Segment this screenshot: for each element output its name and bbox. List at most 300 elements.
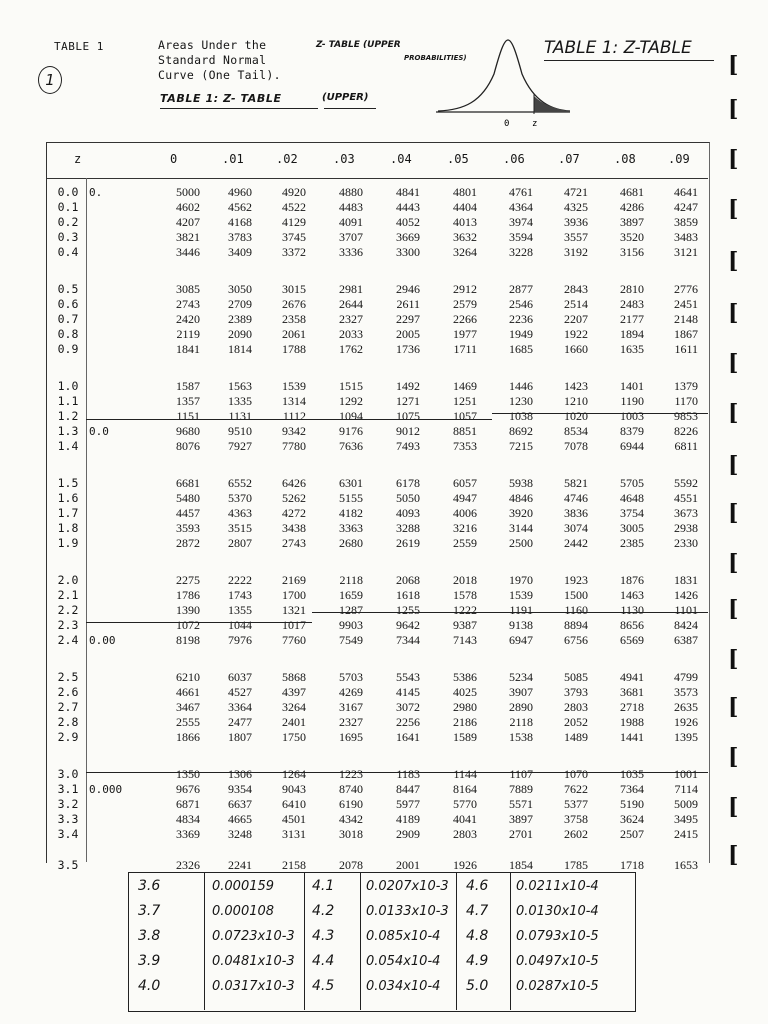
table-label: TABLE 1	[54, 40, 104, 53]
probability-cell: 8226	[674, 424, 698, 438]
probability-cell: 9642	[396, 618, 420, 632]
probability-cell: 3074	[564, 521, 588, 535]
probability-cell: 2326	[176, 858, 200, 872]
probability-cell: 3438	[282, 521, 306, 535]
column-header: .01	[222, 152, 244, 166]
handwritten-z: 4.4	[312, 953, 335, 969]
probability-cell: 2980	[453, 700, 477, 714]
probability-cell: 1112	[282, 409, 306, 423]
probability-cell: 8424	[674, 618, 698, 632]
probability-cell: 1469	[453, 379, 477, 393]
probability-cell: 3264	[453, 245, 477, 259]
probability-cell: 7364	[620, 782, 644, 796]
probability-cell: 1190	[620, 394, 644, 408]
z-value: 1.2	[57, 409, 79, 423]
probability-cell: 2743	[282, 536, 306, 550]
probability-cell: 2420	[176, 312, 200, 326]
probability-cell: 1515	[339, 379, 363, 393]
probability-cell: 1618	[396, 588, 420, 602]
probability-cell: 3192	[564, 245, 588, 259]
upper-underline	[324, 108, 376, 109]
probability-cell: 2718	[620, 700, 644, 714]
probability-cell: 2052	[564, 715, 588, 729]
probability-cell: 2442	[564, 536, 588, 550]
probability-cell: 3624	[620, 812, 644, 826]
probability-cell: 1949	[509, 327, 533, 341]
probability-cell: 3515	[228, 521, 252, 535]
binder-mark: [	[728, 96, 739, 122]
probability-cell: 1539	[282, 379, 306, 393]
description-line: Areas Under the	[158, 38, 267, 52]
handwritten-col-sep	[360, 872, 361, 1010]
probability-cell: 2118	[509, 715, 533, 729]
probability-cell: 5868	[282, 670, 306, 684]
probability-cell: 2872	[176, 536, 200, 550]
probability-cell: 1070	[564, 767, 588, 781]
probability-cell: 3483	[674, 230, 698, 244]
probability-cell: 4269	[339, 685, 363, 699]
probability-cell: 1788	[282, 342, 306, 356]
handwritten-probability: 0.000108	[212, 904, 275, 919]
probability-cell: 1094	[339, 409, 363, 423]
probability-cell: 1130	[620, 603, 644, 617]
probability-cell: 2810	[620, 282, 644, 296]
probability-cell: 2676	[282, 297, 306, 311]
probability-cell: 5938	[509, 476, 533, 490]
probability-cell: 1151	[176, 409, 200, 423]
z-value: 2.3	[57, 618, 79, 632]
probability-cell: 7353	[453, 439, 477, 453]
probability-cell: 2602	[564, 827, 588, 841]
probability-cell: 2005	[396, 327, 420, 341]
probability-cell: 1653	[674, 858, 698, 872]
z-value: 3.5	[57, 858, 79, 872]
probability-cell: 1271	[396, 394, 420, 408]
probability-cell: 3446	[176, 245, 200, 259]
probability-cell: 1144	[453, 767, 477, 781]
probability-cell: 3783	[228, 230, 252, 244]
handwritten-probability: 0.0793x10-5	[516, 929, 599, 944]
probability-cell: 1685	[509, 342, 533, 356]
probability-cell: 1057	[453, 409, 477, 423]
probability-cell: 5821	[564, 476, 588, 490]
probability-cell: 1611	[674, 342, 698, 356]
probability-cell: 6410	[282, 797, 306, 811]
probability-cell: 8894	[564, 618, 588, 632]
handwritten-probability: 0.0130x10-4	[516, 904, 599, 919]
probability-cell: 1867	[674, 327, 698, 341]
probability-cell: 7760	[282, 633, 306, 647]
probability-cell: 4129	[282, 215, 306, 229]
probability-cell: 5155	[339, 491, 363, 505]
probability-cell: 7493	[396, 439, 420, 453]
probability-cell: 2177	[620, 312, 644, 326]
probability-cell: 4342	[339, 812, 363, 826]
probability-cell: 2803	[453, 827, 477, 841]
probability-cell: 3005	[620, 521, 644, 535]
z-value: 1.8	[57, 521, 79, 535]
binder-mark: [	[728, 300, 739, 326]
probability-cell: 1841	[176, 342, 200, 356]
probability-cell: 5703	[339, 670, 363, 684]
probability-cell: 9043	[282, 782, 306, 796]
decimal-prefix-label: 0.00	[89, 634, 116, 647]
probability-cell: 1589	[453, 730, 477, 744]
binder-mark: [	[728, 500, 739, 526]
probability-cell: 1700	[282, 588, 306, 602]
handwritten-probabilities: PROBABILITIES)	[404, 54, 467, 62]
probability-cell: 1538	[509, 730, 533, 744]
probability-cell: 5977	[396, 797, 420, 811]
probability-cell: 2078	[339, 858, 363, 872]
z-value: 2.6	[57, 685, 79, 699]
probability-cell: 1743	[228, 588, 252, 602]
z-value: 0.1	[57, 200, 79, 214]
probability-cell: 1101	[674, 603, 698, 617]
probability-cell: 3681	[620, 685, 644, 699]
probability-cell: 8164	[453, 782, 477, 796]
probability-cell: 4562	[228, 200, 252, 214]
probability-cell: 6569	[620, 633, 644, 647]
z-value: 3.2	[57, 797, 79, 811]
probability-cell: 4880	[339, 185, 363, 199]
probability-cell: 1446	[509, 379, 533, 393]
z-value: 1.6	[57, 491, 79, 505]
binder-mark: [	[728, 596, 739, 622]
handwritten-col-sep	[510, 872, 511, 1010]
probability-cell: 2389	[228, 312, 252, 326]
probability-cell: 3707	[339, 230, 363, 244]
probability-cell: 6301	[339, 476, 363, 490]
probability-cell: 8379	[620, 424, 644, 438]
probability-cell: 2938	[674, 521, 698, 535]
step-rule	[492, 413, 708, 414]
probability-cell: 4443	[396, 200, 420, 214]
probability-cell: 1500	[564, 588, 588, 602]
handwritten-z: 4.1	[312, 878, 335, 894]
handwritten-z: 4.2	[312, 903, 335, 919]
z-value: 0.8	[57, 327, 79, 341]
probability-cell: 1131	[228, 409, 252, 423]
probability-cell: 3495	[674, 812, 698, 826]
probability-cell: 4006	[453, 506, 477, 520]
handwritten-z: 4.7	[466, 903, 489, 919]
z-value: 0.5	[57, 282, 79, 296]
probability-cell: 5009	[674, 797, 698, 811]
probability-cell: 1357	[176, 394, 200, 408]
probability-cell: 2330	[674, 536, 698, 550]
header-rule	[46, 178, 708, 179]
probability-cell: 5386	[453, 670, 477, 684]
probability-cell: 1222	[453, 603, 477, 617]
probability-cell: 1230	[509, 394, 533, 408]
binder-mark: [	[728, 744, 739, 770]
handwritten-probability: 0.0207x10-3	[366, 879, 449, 894]
probability-cell: 7114	[674, 782, 698, 796]
probability-cell: 3015	[282, 282, 306, 296]
probability-cell: 1287	[339, 603, 363, 617]
probability-cell: 1711	[453, 342, 477, 356]
probability-cell: 4052	[396, 215, 420, 229]
probability-cell: 1107	[509, 767, 533, 781]
probability-cell: 8534	[564, 424, 588, 438]
handwritten-probability: 0.000159	[212, 879, 275, 894]
z-value: 1.7	[57, 506, 79, 520]
probability-cell: 7927	[228, 439, 252, 453]
probability-cell: 9680	[176, 424, 200, 438]
probability-cell: 1160	[564, 603, 588, 617]
probability-cell: 4364	[509, 200, 533, 214]
probability-cell: 1926	[674, 715, 698, 729]
probability-cell: 2266	[453, 312, 477, 326]
probability-cell: 2327	[339, 715, 363, 729]
probability-cell: 2546	[509, 297, 533, 311]
probability-cell: 3121	[674, 245, 698, 259]
binder-mark: [	[728, 794, 739, 820]
probability-cell: 6871	[176, 797, 200, 811]
handwritten-probability: 0.0287x10-5	[516, 979, 599, 994]
column-header: 0	[170, 152, 178, 166]
handwritten-col-sep	[304, 872, 305, 1010]
curve-zero-label: 0	[504, 119, 510, 129]
probability-cell: 1306	[228, 767, 252, 781]
probability-cell: 2068	[396, 573, 420, 587]
probability-cell: 3156	[620, 245, 644, 259]
probability-cell: 4947	[453, 491, 477, 505]
probability-cell: 4145	[396, 685, 420, 699]
probability-cell: 2890	[509, 700, 533, 714]
z-value: 3.4	[57, 827, 79, 841]
probability-cell: 1003	[620, 409, 644, 423]
probability-cell: 3288	[396, 521, 420, 535]
step-rule	[86, 622, 312, 623]
z-value: 0.9	[57, 342, 79, 356]
z-column-separator	[86, 178, 87, 862]
probability-cell: 4841	[396, 185, 420, 199]
probability-cell: 3754	[620, 506, 644, 520]
probability-cell: 7780	[282, 439, 306, 453]
handwritten-z: 5.0	[466, 978, 489, 994]
probability-cell: 5190	[620, 797, 644, 811]
z-value: 2.5	[57, 670, 79, 684]
probability-cell: 9676	[176, 782, 200, 796]
handwritten-z: 4.5	[312, 978, 335, 994]
probability-cell: 2514	[564, 297, 588, 311]
probability-cell: 2507	[620, 827, 644, 841]
probability-cell: 1814	[228, 342, 252, 356]
probability-cell: 4551	[674, 491, 698, 505]
binder-mark: [	[728, 694, 739, 720]
probability-cell: 2222	[228, 573, 252, 587]
probability-cell: 2061	[282, 327, 306, 341]
handwritten-probability: 0.0723x10-3	[212, 929, 295, 944]
description-line: Standard Normal	[158, 53, 267, 67]
handwritten-z: 3.7	[138, 903, 161, 919]
handwritten-z: 4.0	[138, 978, 161, 994]
probability-cell: 2451	[674, 297, 698, 311]
probability-cell: 9510	[228, 424, 252, 438]
probability-cell: 1426	[674, 588, 698, 602]
probability-cell: 4013	[453, 215, 477, 229]
probability-cell: 1489	[564, 730, 588, 744]
probability-cell: 2877	[509, 282, 533, 296]
probability-cell: 2635	[674, 700, 698, 714]
probability-cell: 2981	[339, 282, 363, 296]
binder-mark: [	[728, 196, 739, 222]
probability-cell: 9387	[453, 618, 477, 632]
probability-cell: 2483	[620, 297, 644, 311]
z-value: 1.9	[57, 536, 79, 550]
probability-cell: 6037	[228, 670, 252, 684]
curve-z-label: z	[532, 119, 538, 129]
z-value: 2.8	[57, 715, 79, 729]
probability-cell: 2559	[453, 536, 477, 550]
probability-cell: 9903	[339, 618, 363, 632]
probability-cell: 2033	[339, 327, 363, 341]
probability-cell: 4207	[176, 215, 200, 229]
probability-cell: 1390	[176, 603, 200, 617]
z-value: 1.5	[57, 476, 79, 490]
probability-cell: 2555	[176, 715, 200, 729]
probability-cell: 4363	[228, 506, 252, 520]
z-value: 0.7	[57, 312, 79, 326]
z-value: 2.4	[57, 633, 79, 647]
probability-cell: 4247	[674, 200, 698, 214]
probability-cell: 5480	[176, 491, 200, 505]
probability-cell: 1563	[228, 379, 252, 393]
probability-cell: 3228	[509, 245, 533, 259]
probability-cell: 1923	[564, 573, 588, 587]
probability-cell: 1641	[396, 730, 420, 744]
probability-cell: 4799	[674, 670, 698, 684]
probability-cell: 1075	[396, 409, 420, 423]
probability-cell: 6756	[564, 633, 588, 647]
handwritten-probability: 0.054x10-4	[366, 954, 441, 969]
z-value: 2.2	[57, 603, 79, 617]
probability-cell: 1379	[674, 379, 698, 393]
probability-cell: 8851	[453, 424, 477, 438]
z-value: 0.2	[57, 215, 79, 229]
probability-cell: 1894	[620, 327, 644, 341]
probability-cell: 6190	[339, 797, 363, 811]
probability-cell: 3745	[282, 230, 306, 244]
probability-cell: 1035	[620, 767, 644, 781]
probability-cell: 4397	[282, 685, 306, 699]
probability-cell: 1210	[564, 394, 588, 408]
handwritten-probability: 0.034x10-4	[366, 979, 441, 994]
probability-cell: 1401	[620, 379, 644, 393]
probability-cell: 1020	[564, 409, 588, 423]
probability-cell: 3593	[176, 521, 200, 535]
probability-cell: 4189	[396, 812, 420, 826]
probability-cell: 3364	[228, 700, 252, 714]
probability-cell: 2709	[228, 297, 252, 311]
probability-cell: 8740	[339, 782, 363, 796]
handwritten-probability: 0.0317x10-3	[212, 979, 295, 994]
z-value: 3.3	[57, 812, 79, 826]
probability-cell: 1831	[674, 573, 698, 587]
probability-cell: 1970	[509, 573, 533, 587]
step-rule	[312, 612, 708, 613]
probability-cell: 3859	[674, 215, 698, 229]
probability-cell: 3264	[282, 700, 306, 714]
probability-cell: 4325	[564, 200, 588, 214]
probability-cell: 1988	[620, 715, 644, 729]
column-header: .04	[390, 152, 412, 166]
probability-cell: 1255	[396, 603, 420, 617]
probability-cell: 4846	[509, 491, 533, 505]
probability-cell: 8198	[176, 633, 200, 647]
probability-cell: 1659	[339, 588, 363, 602]
probability-cell: 4404	[453, 200, 477, 214]
step-rule	[86, 772, 708, 773]
probability-cell: 2118	[339, 573, 363, 587]
probability-cell: 4522	[282, 200, 306, 214]
probability-cell: 2415	[674, 827, 698, 841]
probability-cell: 6637	[228, 797, 252, 811]
probability-cell: 6947	[509, 633, 533, 647]
binder-mark: [	[728, 452, 739, 478]
column-header: .05	[447, 152, 469, 166]
probability-cell: 4801	[453, 185, 477, 199]
probability-cell: 2843	[564, 282, 588, 296]
handwritten-probability: 0.0211x10-4	[516, 879, 599, 894]
probability-cell: 3409	[228, 245, 252, 259]
probability-cell: 2297	[396, 312, 420, 326]
probability-cell: 4501	[282, 812, 306, 826]
probability-cell: 3050	[228, 282, 252, 296]
probability-cell: 4681	[620, 185, 644, 199]
probability-cell: 1587	[176, 379, 200, 393]
probability-cell: 2385	[620, 536, 644, 550]
probability-cell: 2169	[282, 573, 306, 587]
probability-cell: 4648	[620, 491, 644, 505]
handwritten-probability: 0.085x10-4	[366, 929, 441, 944]
probability-cell: 1463	[620, 588, 644, 602]
z-value: 2.1	[57, 588, 79, 602]
probability-cell: 6057	[453, 476, 477, 490]
description-line: Curve (One Tail).	[158, 68, 281, 82]
decimal-prefix-label: 0.	[89, 186, 103, 199]
page-title: TABLE 1: Z-TABLE	[544, 38, 692, 58]
probability-cell: 1635	[620, 342, 644, 356]
probability-cell: 4041	[453, 812, 477, 826]
probability-cell: 2644	[339, 297, 363, 311]
probability-cell: 1423	[564, 379, 588, 393]
probability-cell: 5000	[176, 185, 200, 199]
probability-cell: 1539	[509, 588, 533, 602]
handwritten-z: 3.6	[138, 878, 161, 894]
probability-cell: 1335	[228, 394, 252, 408]
probability-cell: 2275	[176, 573, 200, 587]
probability-cell: 3336	[339, 245, 363, 259]
probability-cell: 2119	[176, 327, 200, 341]
probability-cell: 4960	[228, 185, 252, 199]
probability-cell: 9138	[509, 618, 533, 632]
probability-cell: 5592	[674, 476, 698, 490]
probability-cell: 4661	[176, 685, 200, 699]
column-header: .06	[503, 152, 525, 166]
z-value: 3.0	[57, 767, 79, 781]
probability-cell: 2909	[396, 827, 420, 841]
probability-cell: 2158	[282, 858, 306, 872]
probability-cell: 2241	[228, 858, 252, 872]
probability-cell: 5377	[564, 797, 588, 811]
probability-cell: 1762	[339, 342, 363, 356]
probability-cell: 2327	[339, 312, 363, 326]
probability-cell: 3467	[176, 700, 200, 714]
probability-cell: 5050	[396, 491, 420, 505]
